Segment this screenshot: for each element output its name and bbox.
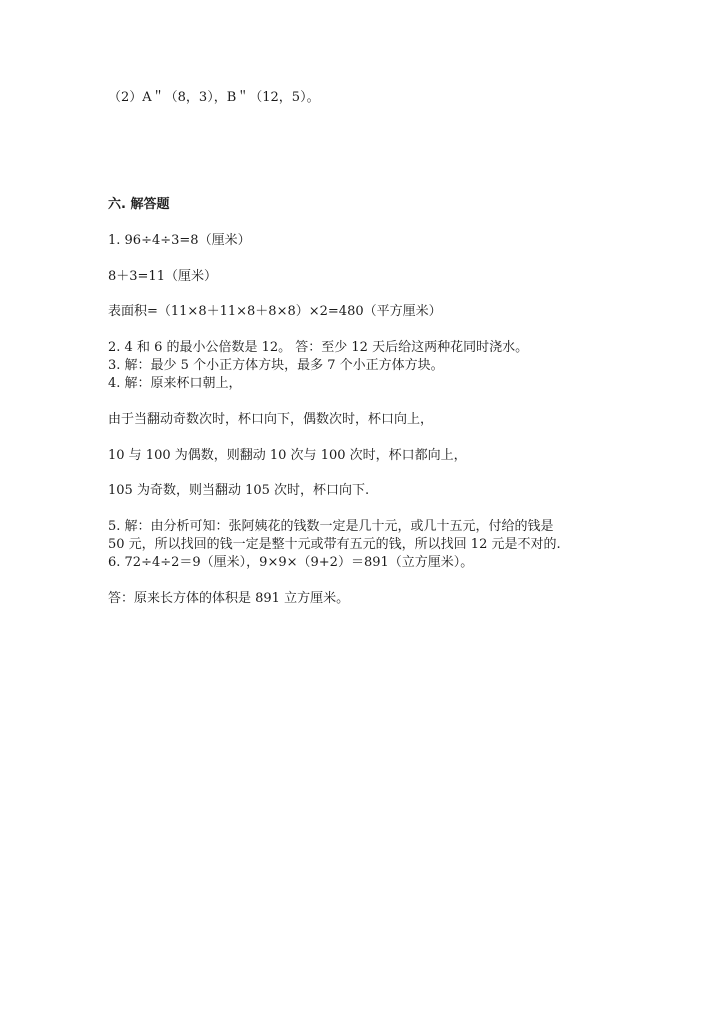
q3-line: 3. 解：最少 5 个小正方体方块，最多 7 个小正方体方块。	[108, 358, 444, 373]
q6-line1: 6. 72÷4÷2＝9（厘米），9×9×（9+2）＝891（立方厘米）。	[108, 555, 474, 570]
q4-line1: 4. 解：原来杯口朝上，	[108, 376, 242, 391]
q6-answer-line: 答：原来长方体的体积是 891 立方厘米。	[108, 591, 350, 606]
section-heading: 六. 解答题	[108, 197, 170, 212]
q4-line2: 由于当翻动奇数次时，杯口向下，偶数次时，杯口向上，	[108, 412, 434, 427]
q1-line1: 1. 96÷4÷3=8（厘米）	[108, 233, 251, 248]
q1-line2: 8＋3=11（厘米）	[108, 269, 217, 284]
q4-line4: 105 为奇数，则当翻动 105 次时，杯口向下.	[108, 483, 370, 498]
q1-line3: 表面积=（11×8＋11×8＋8×8）×2=480（平方厘米）	[108, 304, 442, 319]
q2-line: 2. 4 和 6 的最小公倍数是 12。 答：至少 12 天后给这两种花同时浇水。	[108, 340, 529, 355]
answer-part2-line: （2）A＂（8，3），B＂（12，5）。	[108, 90, 320, 105]
q5-line1: 5. 解：由分析可知：张阿姨花的钱数一定是几十元，或几十五元，付给的钱是	[108, 519, 554, 534]
q5-line2: 50 元，所以找回的钱一定是整十元或带有五元的钱，所以找回 12 元是不对的.	[108, 537, 561, 552]
q4-line3: 10 与 100 为偶数，则翻动 10 次与 100 次时，杯口都向上，	[108, 448, 467, 463]
